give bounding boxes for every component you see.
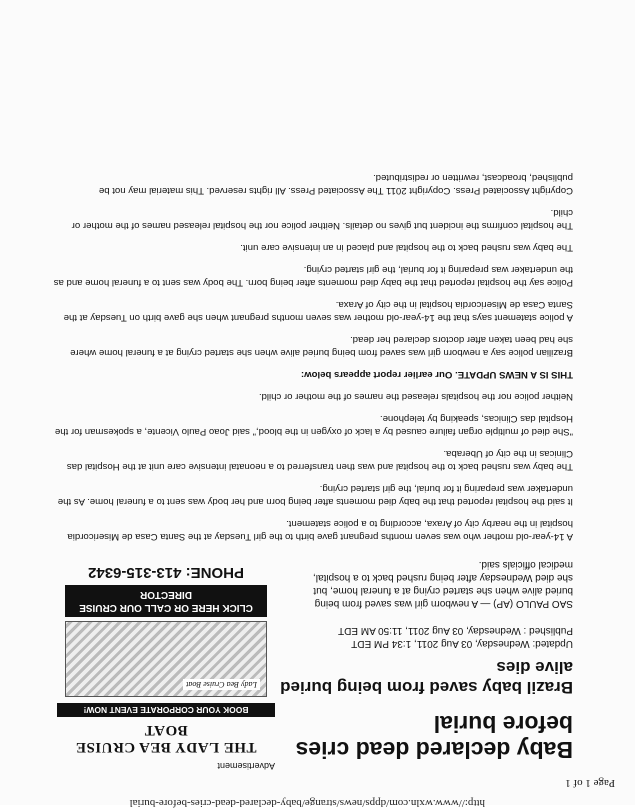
article-paragraph: It said the hospital reported that the baby died moments after being born and her body was sent to a funeral home. As the undertaker was preparing it for burial, the girl started crying. [57,483,573,507]
article-paragraph: A 14-year-old mother who was seven months pregnant gave birth to the girl Tuesday at the Santa Casa de Misericordia hospital in the nearby city of Araxa, according to a police statement. [67,518,573,542]
article-paragraph: Neither police nor the hospitals released the names of the mother or child. [258,391,573,402]
earlier-paragraph: A police statement says that the 14-year-old mother was seven months pregnant when she gave birth on Tuesday at the Santa Casa de Misericordia hospital in the city of Araxa. [63,299,573,323]
ad-boat-image [65,621,267,697]
earlier-paragraph: Police say the hospital reported that the baby died moments after being born. The body was sent to a funeral home and as the undertaker was preparing it for burial, the girl started crying. [53,264,573,288]
update-note: THIS IS A NEWS UPDATE. Our earlier report appears below: [300,369,573,380]
advertisement-box[interactable] [57,547,275,755]
published-date: Published : Wednesday, 03 Aug 2011, 11:50 AM EDT [338,625,573,636]
article-paragraph: "She died of multiple organ failure caused by a lack of oxygen in the blood," said Joao Paulo Vicente, a spokesman for the Hospital das Clinicas, speaking by telephone. [54,413,573,437]
ad-phone: PHONE: 413-315-6342 [88,564,244,581]
article-headline: Baby declared dead cries before burial [295,711,573,763]
ad-image-caption: Lady Bea Cruise Boat [183,679,260,690]
article-dates [273,624,573,650]
article-body [53,162,573,543]
article-lede: SAO PAULO (AP) — A newborn girl was saved from being buried alive when she started crying at a funeral home, but she died Wednesday after being rushed back to a hospital, medical officials said. [313,559,573,609]
updated-date: Updated: Wednesday, 03 Aug 2011, 1:34 PM EDT [351,638,573,649]
earlier-paragraph: Brazilian police say a newborn girl was saved from being buried alive when she started crying at a funeral home where she had been taken after doctors declared her dead. [70,334,573,358]
ad-label: Advertisement [217,761,275,771]
earlier-paragraph: The hospital confirms the incident but gives no details. Neither police nor the hospital released names of the mother or child. [71,207,573,231]
earlier-paragraph: The baby was rushed back to the hospital and placed in an intensive care unit. [240,242,573,253]
article-subhead: Brazil baby saved from being buried alive dies [280,658,573,697]
page-number: Page 1 of 1 [565,777,615,789]
browser-url: http://www.wxln.com/dpps/news/strange/baby-declared-dead-cries-before-burial [129,797,485,809]
article-paragraph: The baby was rushed back to the hospital and was then transferred to a neonatal intensive care unit at the Hospital das Clinicas in the city of Uberaba. [66,448,573,472]
copyright-notice: Copyright Associated Press. Copyright 2011 The Associated Press. All rights reserved. This material may not be published, broadcast, rewritten or redistributed. [98,172,573,196]
ad-band: BOOK YOUR CORPORATE EVENT NOW! [57,703,275,717]
ad-title: THE LADY BEA CRUISE BOAT [75,722,257,755]
ad-cta-button[interactable]: CLICK HERE OR CALL OUR CRUISE DIRECTOR [65,585,267,617]
